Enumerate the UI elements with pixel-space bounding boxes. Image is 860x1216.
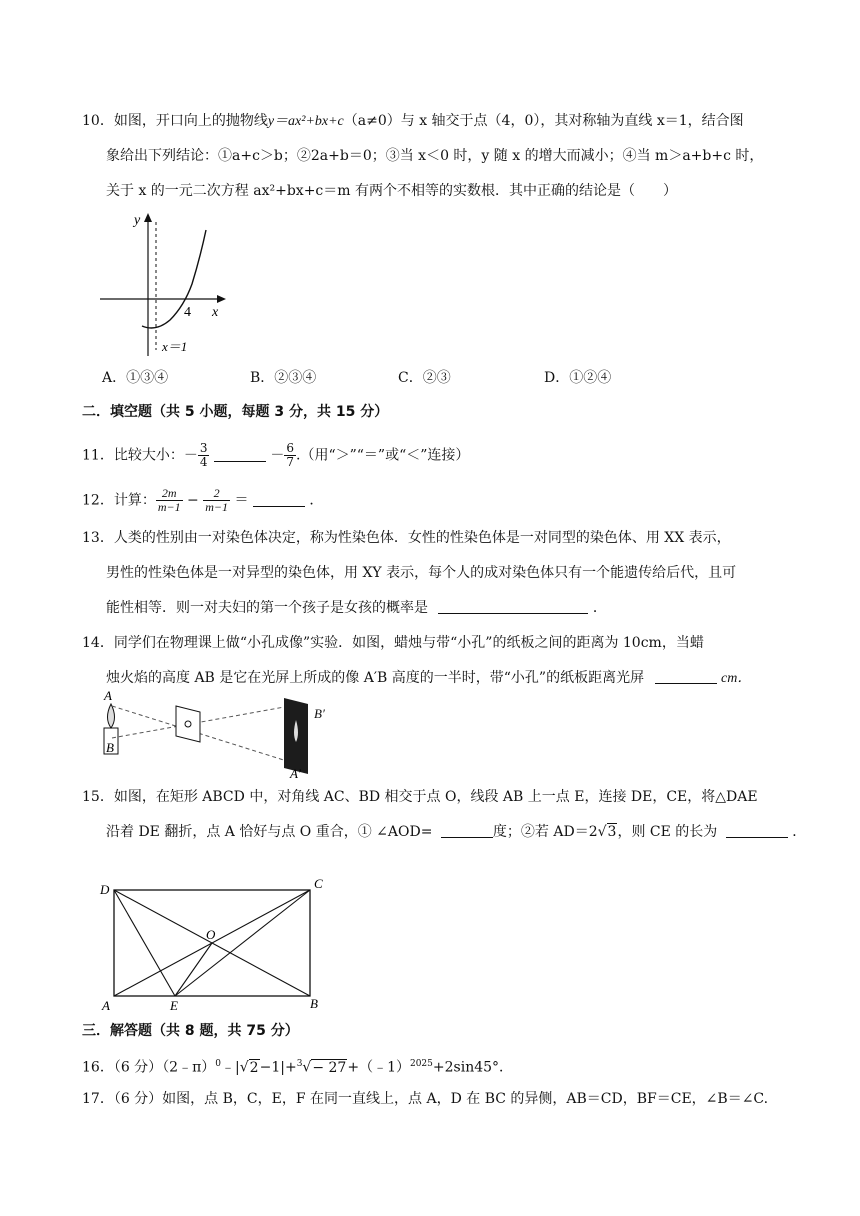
q10-condition: （a≠0）与 x 轴交于点（4，0），其对称轴为直线 x＝1，结合图 <box>343 113 744 129</box>
q12-f2-den: m−1 <box>205 500 228 514</box>
q16-expr3: −1|+ <box>259 1059 297 1076</box>
q10-graph-4-label: 4 <box>184 305 191 320</box>
q15-segment-ce <box>175 890 310 996</box>
q15-label-c: C <box>314 876 323 891</box>
q15-label-b: B <box>310 996 318 1011</box>
q15-label-e: E <box>170 998 178 1012</box>
q13-line1 <box>82 528 731 548</box>
q15-text2b: 度；②若 AD＝2 <box>492 824 598 840</box>
q16-expr5: +2sin45°． <box>432 1059 514 1076</box>
q10-line1 <box>82 111 744 132</box>
q10-graph-y-label: y <box>134 213 141 228</box>
q13-post: ． <box>592 600 607 616</box>
q11-answer-blank[interactable] <box>214 447 266 462</box>
q10-line2: 象给出下列结论：①a+c＞b；②2a+b＝0；③当 x＜0 时，y 随 x 的增大而减小；④当 m＞a+b+c 时， <box>106 148 764 164</box>
q14-label-ap: A′ <box>290 766 301 780</box>
q12-text: 计算： <box>113 492 156 509</box>
q10-option-b: B．②③④ <box>250 370 317 386</box>
q14-line1 <box>82 633 704 653</box>
q12-fraction-1 <box>156 487 183 514</box>
q13-number: 13． <box>82 530 114 546</box>
q13-answer-blank[interactable] <box>438 599 588 614</box>
section3-heading: 三．解答题（共 8 题，共 75 分） <box>82 1023 299 1039</box>
q16-exp2025: 2025 <box>409 1059 433 1069</box>
q10-parabola-graph <box>100 208 230 356</box>
q10-x-arrow <box>217 295 226 303</box>
q16-expr2: ﹣| <box>221 1059 240 1076</box>
q14-unit: cm． <box>721 671 752 686</box>
q14-ray-bottom <box>112 706 290 738</box>
q12-post: ． <box>309 492 324 509</box>
q14-answer-blank[interactable] <box>655 669 717 684</box>
q16-sqrt2: 2 <box>249 1059 259 1076</box>
q16-expr4: +（﹣1） <box>347 1059 410 1076</box>
q13-text1: 人类的性别由一对染色体决定，称为性染色体．女性的性染色体是一对同型的染色体、用 XX 表示， <box>113 530 731 546</box>
q10-parabola <box>142 230 206 328</box>
q11-text: 比较大小： <box>113 447 184 464</box>
q17-line <box>82 1089 768 1109</box>
q12-line <box>82 487 323 514</box>
q15-answer-blank-2[interactable] <box>726 823 788 838</box>
q15-label-d: D <box>100 882 110 897</box>
q12-number: 12． <box>82 492 114 509</box>
q11-minus-1: － <box>183 447 198 464</box>
q16-expr1: （2﹣π） <box>162 1059 216 1076</box>
q10-y-arrow <box>144 213 152 222</box>
q10-text: 如图，开口向上的抛物线 <box>113 113 268 129</box>
q11-f2-num: 6 <box>286 441 295 455</box>
q15-text1: 如图，在矩形 ABCD 中，对角线 AC、BD 相交于点 O，线段 AB 上一点 E，连接 DE，CE，将△DAE <box>113 789 758 805</box>
q11-f1-den: 4 <box>199 455 208 469</box>
q10-graph-axis-label: x＝1 <box>162 339 188 354</box>
q16-cube-index: 3 <box>296 1059 303 1069</box>
q12-f1-den: m−1 <box>157 500 181 514</box>
q17-text: （6 分）如图，点 B，C，E，F 在同一直线上，点 A，D 在 BC 的异侧，AB＝CD，BF＝CE，∠B＝∠C. <box>113 1091 769 1107</box>
q14-label-bp: B′ <box>314 706 325 721</box>
q15-post: ． <box>792 824 807 840</box>
q15-text2c: ，则 CE 的长为 <box>617 824 718 840</box>
q11-line <box>82 442 469 469</box>
q15-text2a: 沿着 DE 翻折，点 A 恰好与点 O 重合，① ∠AOD= <box>106 824 433 840</box>
q15-segment-oe <box>175 943 212 996</box>
q15-line2: 沿着 DE 翻折，点 A 恰好与点 O 重合，① ∠AOD= 度；②若 AD＝2√3，则 CE 的长为 ． <box>106 824 807 840</box>
q14-pinhole <box>185 721 191 727</box>
q15-line1 <box>82 787 758 807</box>
q15-number: 15． <box>82 789 114 805</box>
q10-line3: 关于 x 的一元二次方程 ax²+bx+c＝m 有两个不相等的实数根．其中正确的结论是（ ） <box>106 183 677 199</box>
q14-ray-top <box>112 706 290 762</box>
q10-graph-x-label: x <box>212 305 219 320</box>
q11-fraction-2 <box>284 442 296 469</box>
q15-label-o: O <box>206 927 216 942</box>
q16-cuberoot-value: − 27 <box>312 1059 347 1076</box>
q10-option-a: A．①③④ <box>102 370 169 386</box>
q11-minus-2: － <box>270 447 285 464</box>
q12-minus: − <box>187 492 199 509</box>
q12-equals: ＝ <box>234 492 249 509</box>
q12-answer-blank[interactable] <box>253 492 305 507</box>
q11-post: .（用“＞”“＝”或“＜”连接） <box>296 447 470 464</box>
q12-fraction-2 <box>203 487 230 514</box>
section2-heading: 二．填空题（共 5 小题，每题 3 分，共 15 分） <box>82 404 389 420</box>
q14-text1: 同学们在物理课上做“小孔成像”实验．如图，蜡烛与带“小孔”的纸板之间的距离为 10cm，当蜡 <box>113 635 704 651</box>
q11-number: 11． <box>82 447 114 464</box>
q14-candle-flame <box>108 704 115 728</box>
q14-label-b: B <box>106 740 114 755</box>
q10-option-c: C．②③ <box>398 370 451 386</box>
q14-line2 <box>106 668 751 689</box>
q14-number: 14． <box>82 635 114 651</box>
q13-text3: 能性相等．则一对夫妇的第一个孩子是女孩的概率是 <box>106 600 428 616</box>
q16-number: 16． <box>82 1059 114 1076</box>
q12-f2-num: 2 <box>203 487 230 501</box>
q11-f2-den: 7 <box>286 455 295 469</box>
q14-pinhole-diagram <box>100 690 340 780</box>
q15-rectangle-diagram <box>98 876 338 1012</box>
q11-fraction-1 <box>198 442 210 469</box>
q16-exp0: 0 <box>215 1059 222 1069</box>
q10-number: 10． <box>82 113 114 129</box>
q17-number: 17． <box>82 1091 114 1107</box>
q14-label-a: A <box>104 690 112 703</box>
q16-points: （6 分） <box>113 1059 163 1076</box>
q15-answer-blank-1[interactable] <box>441 823 493 838</box>
q15-label-a: A <box>102 998 110 1012</box>
q14-text2: 烛火焰的高度 AB 是它在光屏上所成的像 A′B 高度的一半时，带“小孔”的纸板距离光屏 <box>106 670 645 686</box>
q13-line2: 男性的性染色体是一对异型的染色体，用 XY 表示，每个人的成对染色体只有一个能遗传给后代，且可 <box>106 565 737 581</box>
q10-equation: y＝ax²+bx+c <box>267 114 344 129</box>
q15-sqrt3: 3 <box>607 824 617 840</box>
q13-line3 <box>106 598 607 618</box>
q12-f1-num: 2m <box>156 487 183 501</box>
q16-line: 16．（6 分）（2﹣π）$^0$﹣|√2−1|+$^3$√− 27+（﹣1）$^{2025}$+2sin45°． <box>82 1059 514 1076</box>
q10-option-d: D．①②④ <box>544 370 612 386</box>
q11-f1-num: 3 <box>199 441 208 455</box>
